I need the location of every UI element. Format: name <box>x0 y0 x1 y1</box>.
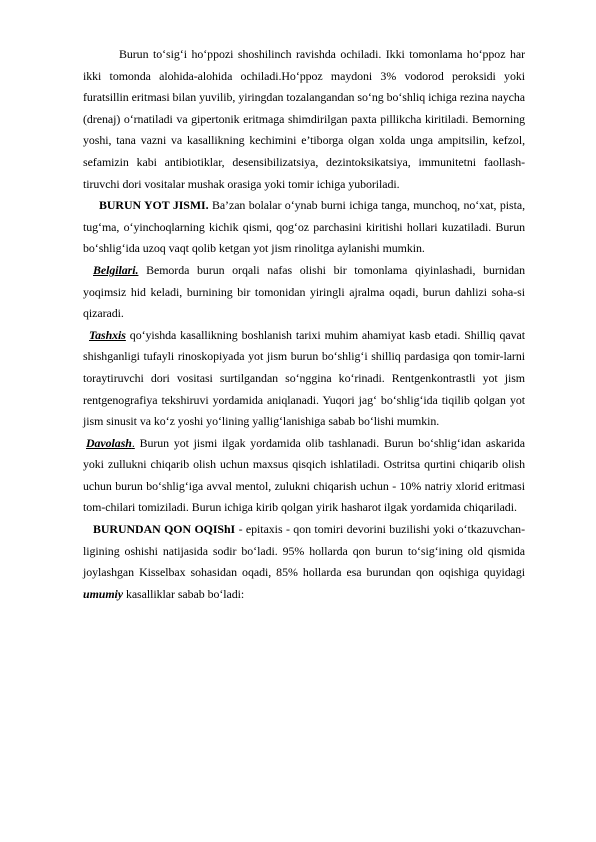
paragraph-text: Burun yot jismi ilgak yordamida olib tashlanadi. Burun bo‘shlig‘idan askarida yoki zullukni chiqarib olish uchun maxsus qisqich ishlatiladi. Ostritsa qurtini chiqarib olish uchun burun bo‘shlig‘iga avval mentol, zulukni chiqarish uchun - 10% natriy xlorid eritmasi tom-chilari tomiziladi. Burun ichiga kirib qolgan yirik hasharot ilgak yordamida chiqariladi. <box>83 435 525 515</box>
emphasis-general: umumiy <box>83 586 124 601</box>
paragraph-text: - epitaxis - qon tomiri devorini buzilishi yoki o‘tkazuvchan-ligining oshishi natijasida sodir bo‘ladi. 95% hollarda qon burun to‘sig‘ining old qismida joylashgan Kisselbax sohasidan oqadi, 85% hollarda esa burundan qon oqishiga quyidagi <box>83 522 525 580</box>
paragraph-text: Bemorda burun orqali nafas olishi bir tomonlama qiyinlashadi, burnidan yoqimsiz hid keladi, burnining bir tomonidan yiringli ajralma oqadi, burun dahlizi soha-si qizaradi. <box>83 262 525 321</box>
heading-dot: . <box>131 435 135 450</box>
section-heading-treatment: Davolash <box>86 435 132 450</box>
paragraph-abscess-treatment <box>83 44 525 195</box>
document-body <box>83 44 525 605</box>
paragraph-text: Burun to‘sig‘i ho‘ppozi shoshilinch ravishda ochiladi. Ikki tomonlama ho‘ppoz har ikki tomonda alohida-alohida ochiladi.Ho‘ppoz maydoni 3% vodorod peroksidi yoki furatsillin eritmasi bilan yuvilib, yiringdan tozalangandan so‘ng bo‘shliq ichiga rezina naycha (drenaj) o‘rnatiladi va gipertonik eritmaga shimdirilgan paxta pillikcha kiritiladi. Bemorning yoshi, tana vazni va kasallikning kechimini e’tiborga olgan xolda unga ampitsilin, kefzol, sefamizin kabi antibiotiklar, desensibilizatsiya, dezintoksikatsiya, immunitetni faollash-tiruvchi dori vositalar mushak orasiga yoki tomir ichiga yuboriladi. <box>83 47 525 191</box>
paragraph-foreign-body <box>83 195 525 260</box>
paragraph-text: Ba’zan bolalar o‘ynab burni ichiga tanga, munchoq, no‘xat, pista, tug‘ma, o‘yinchoqlarning kichik qismi, qog‘oz parchasini kiritishi hollari kuzatiladi. Burun bo‘shlig‘ida uzoq vaqt qolib ketgan yot jism rinolitga aylanishi mumkin. <box>83 198 525 256</box>
section-heading-nosebleed: BURUNDAN QON OQIShI <box>93 522 236 537</box>
section-heading-foreign-body: BURUN YOT JISMI. <box>99 198 209 213</box>
paragraph-text: qo‘yishda kasallikning boshlanish tarixi muhim ahamiyat kasb etadi. Shilliq qavat shishganligi tufayli rinoskopiyada yot jism burun bo‘shlig‘i shilliq pardasiga qon tomir-larni toraytiruvchi dori vositasi surtilgandan so‘nggina ko‘rinadi. Rentgenkontrastli yot jism rentgenografiya tekshiruvi yordamida aniqlanadi. Yuqori jag‘ bo‘shlig‘ida tiqilib qolgan yot jism sinusit va ko‘z yoshi yo‘lining yallig‘lanishiga sabab bo‘lishi mumkin. <box>83 327 525 429</box>
section-heading-symptoms: Belgilari. <box>93 262 139 277</box>
paragraph-nosebleed <box>83 519 525 605</box>
paragraph-diagnosis <box>83 325 525 433</box>
section-heading-diagnosis: Tashxis <box>89 327 126 342</box>
paragraph-symptoms <box>83 260 525 325</box>
paragraph-treatment <box>83 433 525 519</box>
paragraph-text: kasalliklar sabab bo‘ladi: <box>123 586 245 601</box>
